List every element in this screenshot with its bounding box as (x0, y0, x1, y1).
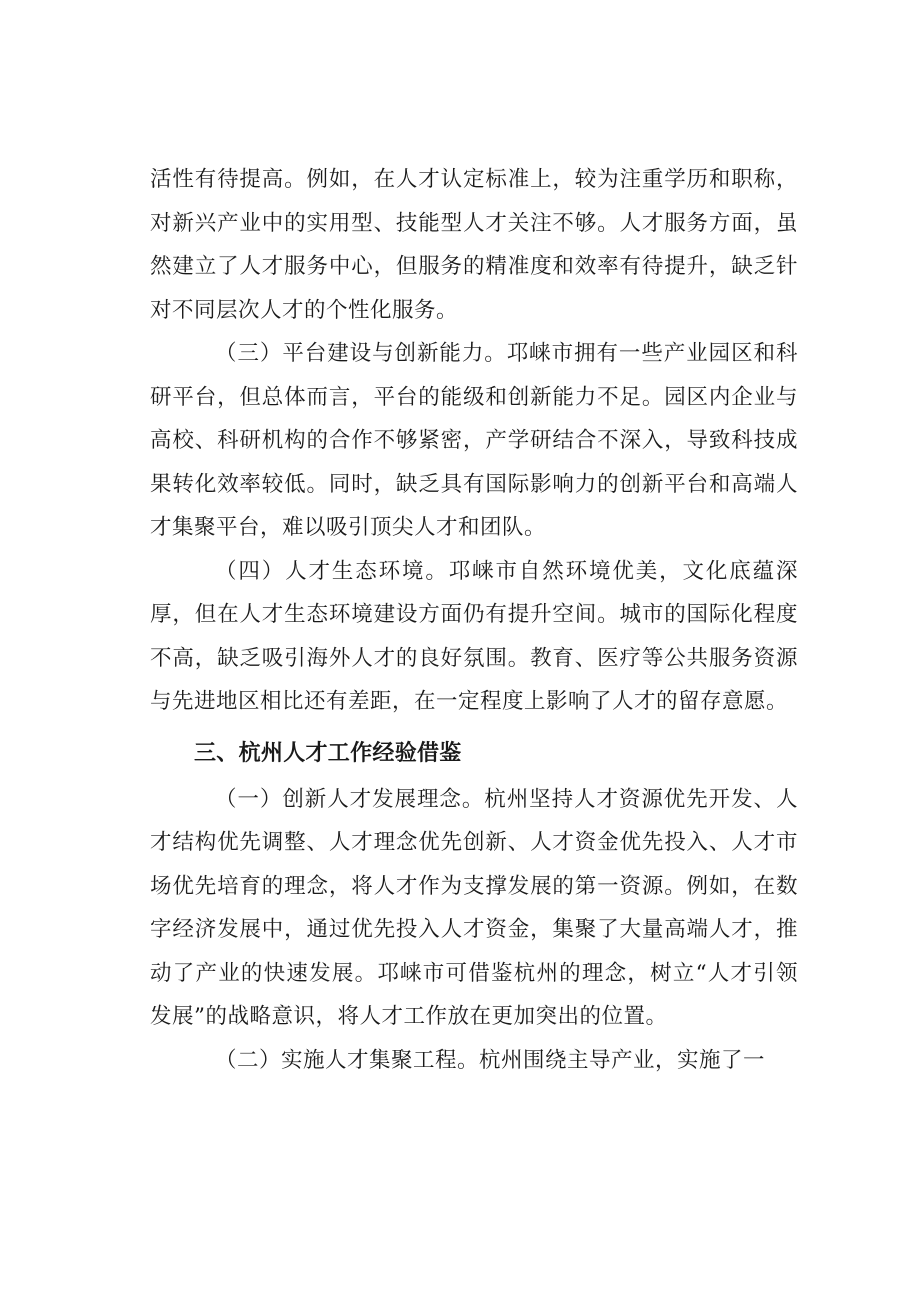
paragraph-talent-gathering: （二）实施人才集聚工程。杭州围绕主导产业，实施了一 (215, 1047, 766, 1073)
section-heading-hangzhou-experience: 三、杭州人才工作经验借鉴 (194, 740, 462, 766)
document-body (150, 158, 798, 1082)
paragraph-platform-innovation: （三）平台建设与创新能力。邛崃市拥有一些产业园区和科研平台，但总体而言，平台的能级和创新能力不足。园区内企业与高校、科研机构的合作不够紧密，产学研结合不深入，导致科技成果转化效率较低。同时，缺乏具有国际影响力的创新平台和高端人才集聚平台，难以吸引顶尖人才和团队。 (150, 341, 798, 540)
paragraph-talent-ecosystem: （四）人才生态环境。邛崃市自然环境优美，文化底蕴深厚，但在人才生态环境建设方面仍有提升空间。城市的国际化程度不高，缺乏吸引海外人才的良好氛围。教育、医疗等公共服务资源与先进地区相比还有差距，在一定程度上影响了人才的留存意愿。 (150, 558, 798, 714)
paragraph-talent-policy-continued: 活性有待提高。例如，在人才认定标准上，较为注重学历和职称，对新兴产业中的实用型、技能型人才关注不够。人才服务方面，虽然建立了人才服务中心，但服务的精准度和效率有待提升，缺乏针对不同层次人才的个性化服务。 (150, 167, 798, 323)
paragraph-innovation-concept: （一）创新人才发展理念。杭州坚持人才资源优先开发、人才结构优先调整、人才理念优先创新、人才资金优先投入、人才市场优先培育的理念，将人才作为支撑发展的第一资源。例如，在数字经济发展中，通过优先投入人才资金，集聚了大量高端人才，推动了产业的快速发展。邛崃市可借鉴杭州的理念，树立“人才引领发展”的战略意识，将人才工作放在更加突出的位置。 (150, 786, 798, 1029)
